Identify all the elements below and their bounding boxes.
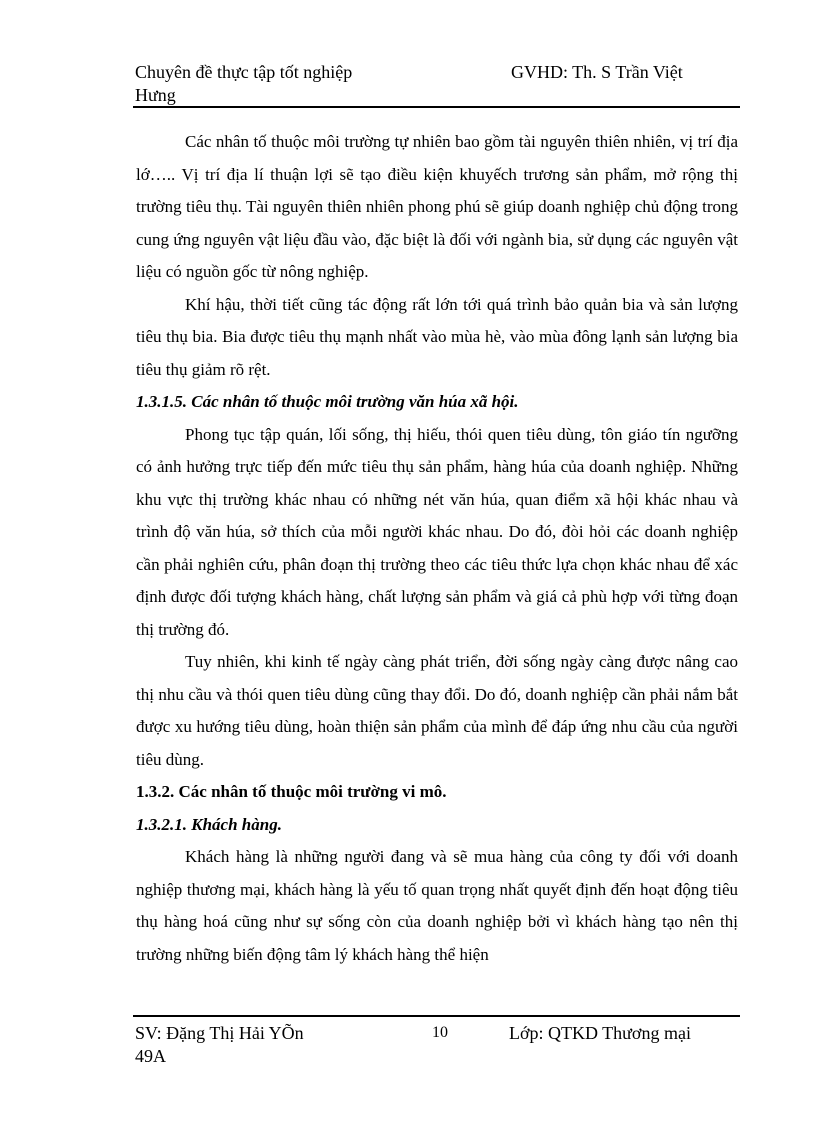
heading-1-3-1-5: 1.3.1.5. Các nhân tố thuộc môi trường văn húa xã hội.: [136, 392, 519, 411]
header-rule: [133, 106, 740, 108]
header-left-line1: Chuyên đề thực tập tốt nghiệp: [135, 62, 353, 82]
header-left-line2: Hưng: [135, 85, 176, 105]
body-content: [136, 126, 738, 971]
footer-left-line2: 49A: [135, 1046, 166, 1066]
paragraph-consumption-trend: Tuy nhiên, khi kinh tế ngày càng phát triển, đời sống ngày càng được nâng cao thị nhu cầu và thói quen tiêu dùng cũng thay đổi. Do đó, doanh nghiệp cần phải nắm bắt được xu hướng tiêu dùng, hoàn thiện sản phẩm của mình để đáp ứng nhu cầu của người tiêu dùng.: [136, 652, 738, 769]
heading-1-3-2: 1.3.2. Các nhân tố thuộc môi trường vi mô.: [136, 782, 447, 801]
paragraph-culture: Phong tục tập quán, lối sống, thị hiếu, thói quen tiêu dùng, tôn giáo tín ngưỡng có ảnh hưởng trực tiếp đến mức tiêu thụ sản phẩm, hàng húa của doanh nghiệp. Những khu vực thị trường khác nhau có những nét văn húa, quan điểm xã hội khác nhau và trình độ văn húa, sở thích của mỗi người khác nhau. Do đó, đòi hỏi các doanh nghiệp cần phải nghiên cứu, phân đoạn thị trường theo các tiêu thức lựa chọn khác nhau để xác định được đối tượng khách hàng, chất lượng sản phẩm và giá cả phù hợp với từng đoạn thị trường đó.: [136, 424, 738, 639]
paragraph-climate: Khí hậu, thời tiết cũng tác động rất lớn tới quá trình bảo quản bia và sản lượng tiêu thụ bia. Bia được tiêu thụ mạnh nhất vào mùa hè, vào mùa đông lạnh sản lượng bia tiêu thụ giảm rõ rệt.: [136, 294, 738, 379]
paragraph-natural-environment: Các nhân tố thuộc môi trường tự nhiên bao gồm tài nguyên thiên nhiên, vị trí địa lớ….. Vị trí địa lí thuận lợi sẽ tạo điều kiện khuyếch trương sản phẩm, mở rộng thị trường tiêu thụ. Tài nguyên thiên nhiên phong phú sẽ giúp doanh nghiệp chủ động trong cung ứng nguyên vật liệu đầu vào, đặc biệt là đối với ngành bia, sử dụng các nguyên vật liệu có nguồn gốc từ nông nghiệp.: [136, 132, 738, 281]
footer-right: Lớp: QTKD Thương mại: [509, 1023, 691, 1043]
page-number: 10: [432, 1024, 448, 1041]
header-right: GVHD: Th. S Trần Việt: [511, 62, 683, 82]
heading-1-3-2-1: 1.3.2.1. Khách hàng.: [136, 814, 282, 834]
footer-rule: [133, 1015, 740, 1017]
footer-left-line1: SV: Đặng Thị Hải YÕn: [135, 1023, 304, 1043]
paragraph-customers: Khách hàng là những người đang và sẽ mua hàng của công ty đối với doanh nghiệp thương mại, khách hàng là yếu tố quan trọng nhất quyết định đến hoạt động tiêu thụ hàng hoá cũng như sự sống còn của doanh nghiệp bởi vì khách hàng tạo nên thị trường những biến động tâm lý khách hàng thể hiện: [136, 847, 738, 964]
